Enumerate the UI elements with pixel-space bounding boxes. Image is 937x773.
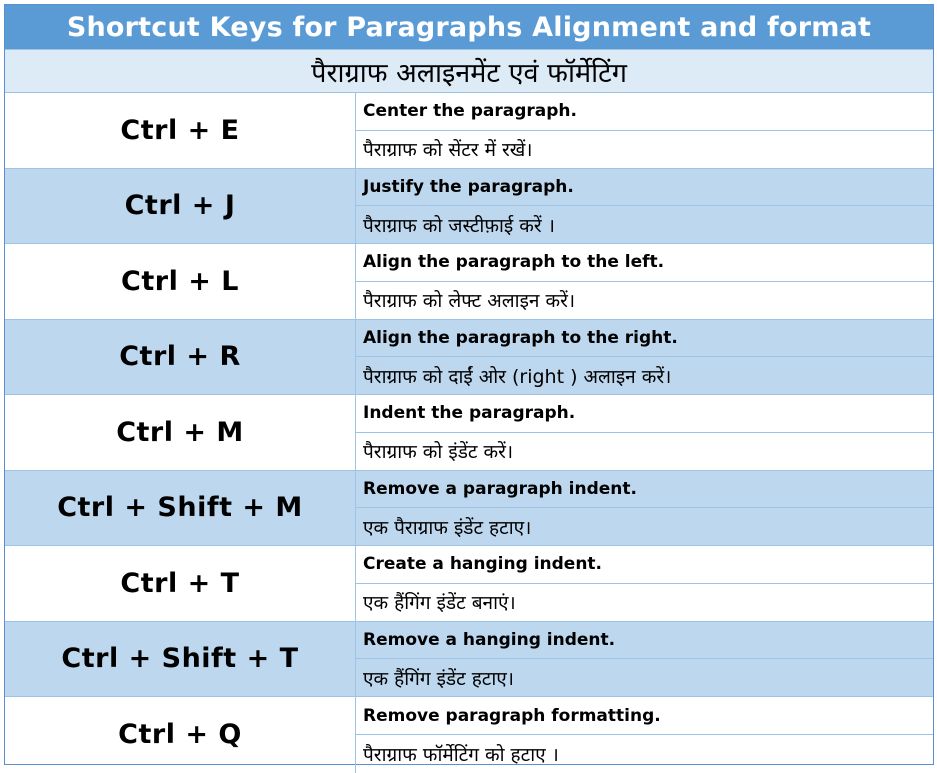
table-row [5,622,933,698]
shortcut-key: Ctrl + R [5,320,356,395]
description-hindi: एक हैंगिंग इंडेंट हटाए। [363,667,514,690]
description-hindi: पैराग्राफ को इंडेंट करें। [363,441,514,464]
shortcut-key: Ctrl + E [5,93,356,168]
description-english: Remove paragraph formatting. [356,697,933,735]
description-hindi: पैराग्राफ को सेंटर में रखें। [363,139,533,162]
description-english: Remove a hanging indent. [356,622,933,660]
table-subtitle-hindi: पैराग्राफ अलाइनमेंट एवं फॉर्मेटिंग [5,49,933,93]
table-row [5,697,933,773]
description-cell [356,546,933,621]
table-row [5,93,933,169]
description-english: Align the paragraph to the left. [356,244,933,282]
description-english: Align the paragraph to the right. [356,320,933,358]
description-hindi: पैराग्राफ फॉर्मेटिंग को हटाए । [363,743,559,766]
description-cell [356,395,933,470]
description-hindi: पैराग्राफ को लेफ्ट अलाइन करें। [363,290,576,313]
description-hindi: पैराग्राफ को दाईं ओर (right ) अलाइन करें। [363,365,672,388]
table-row [5,320,933,396]
description-english: Remove a paragraph indent. [356,471,933,509]
table-row [5,244,933,320]
table-row [5,546,933,622]
description-cell [356,320,933,395]
description-cell [356,697,933,773]
description-english: Indent the paragraph. [356,395,933,433]
shortcut-key: Ctrl + Shift + T [5,622,356,697]
description-cell [356,169,933,244]
description-cell [356,244,933,319]
description-cell [356,93,933,168]
description-english: Justify the paragraph. [356,169,933,207]
table-title: Shortcut Keys for Paragraphs Alignment and format [5,5,933,49]
shortcut-key: Ctrl + M [5,395,356,470]
shortcut-key: Ctrl + L [5,244,356,319]
table-row [5,471,933,547]
shortcut-key: Ctrl + T [5,546,356,621]
description-hindi: एक पैराग्राफ इंडेंट हटाए। [363,516,532,539]
description-english: Center the paragraph. [356,93,933,131]
table-row [5,169,933,245]
description-cell [356,622,933,697]
description-cell [356,471,933,546]
shortcut-table [4,4,934,765]
description-english: Create a hanging indent. [356,546,933,584]
table-body [5,93,933,773]
shortcut-key: Ctrl + J [5,169,356,244]
description-hindi: पैराग्राफ को जस्टीफ़ाई करें । [363,214,555,237]
shortcut-key: Ctrl + Q [5,697,356,773]
shortcut-key: Ctrl + Shift + M [5,471,356,546]
description-hindi: एक हैंगिंग इंडेंट बनाएं। [363,592,516,615]
table-row [5,395,933,471]
